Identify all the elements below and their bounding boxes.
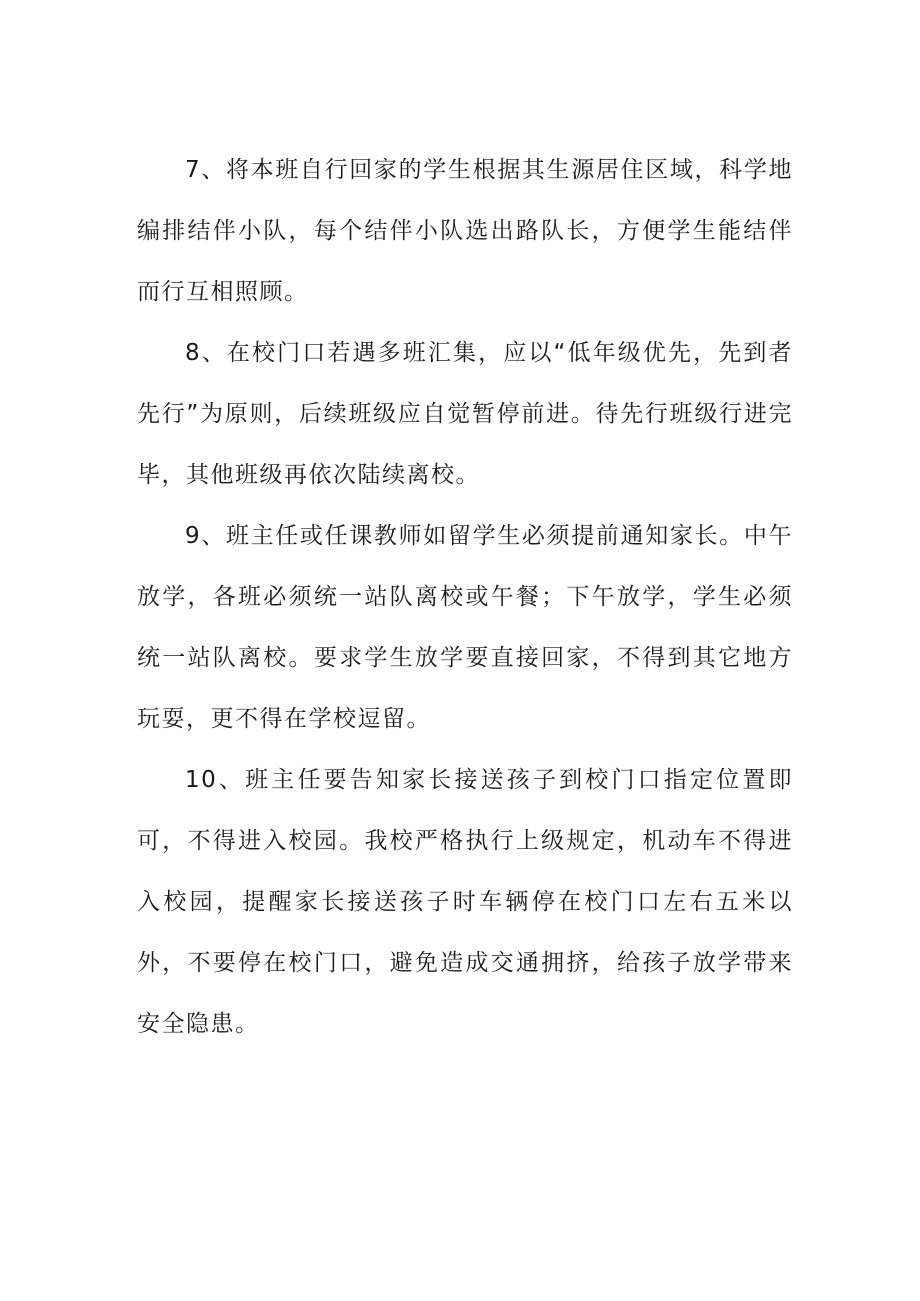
- paragraph-8: 8、在校门口若遇多班汇集，应以“低年级优先，先到者先行”为原则，后续班级应自觉暂停前进。待先行班级行进完毕，其他班级再依次陆续离校。: [137, 340, 793, 488]
- paragraph-7: 7、将本班自行回家的学生根据其生源居住区域，科学地编排结伴小队，每个结伴小队选出路队长，方便学生能结伴而行互相照顾。: [137, 157, 793, 305]
- document-body: [137, 140, 793, 1055]
- paragraph-10: 10、班主任要告知家长接送孩子到校门口指定位置即可，不得进入校园。我校严格执行上级规定，机动车不得进入校园，提醒家长接送孩子时车辆停在校门口左右五米以外，不要停在校门口，避免造成交通拥挤，给孩子放学带来安全隐患。: [137, 767, 793, 1037]
- paragraph-9: 9、班主任或任课教师如留学生必须提前通知家长。中午放学，各班必须统一站队离校或午餐；下午放学，学生必须统一站队离校。要求学生放学要直接回家，不得到其它地方玩耍，更不得在学校逗留。: [137, 523, 793, 732]
